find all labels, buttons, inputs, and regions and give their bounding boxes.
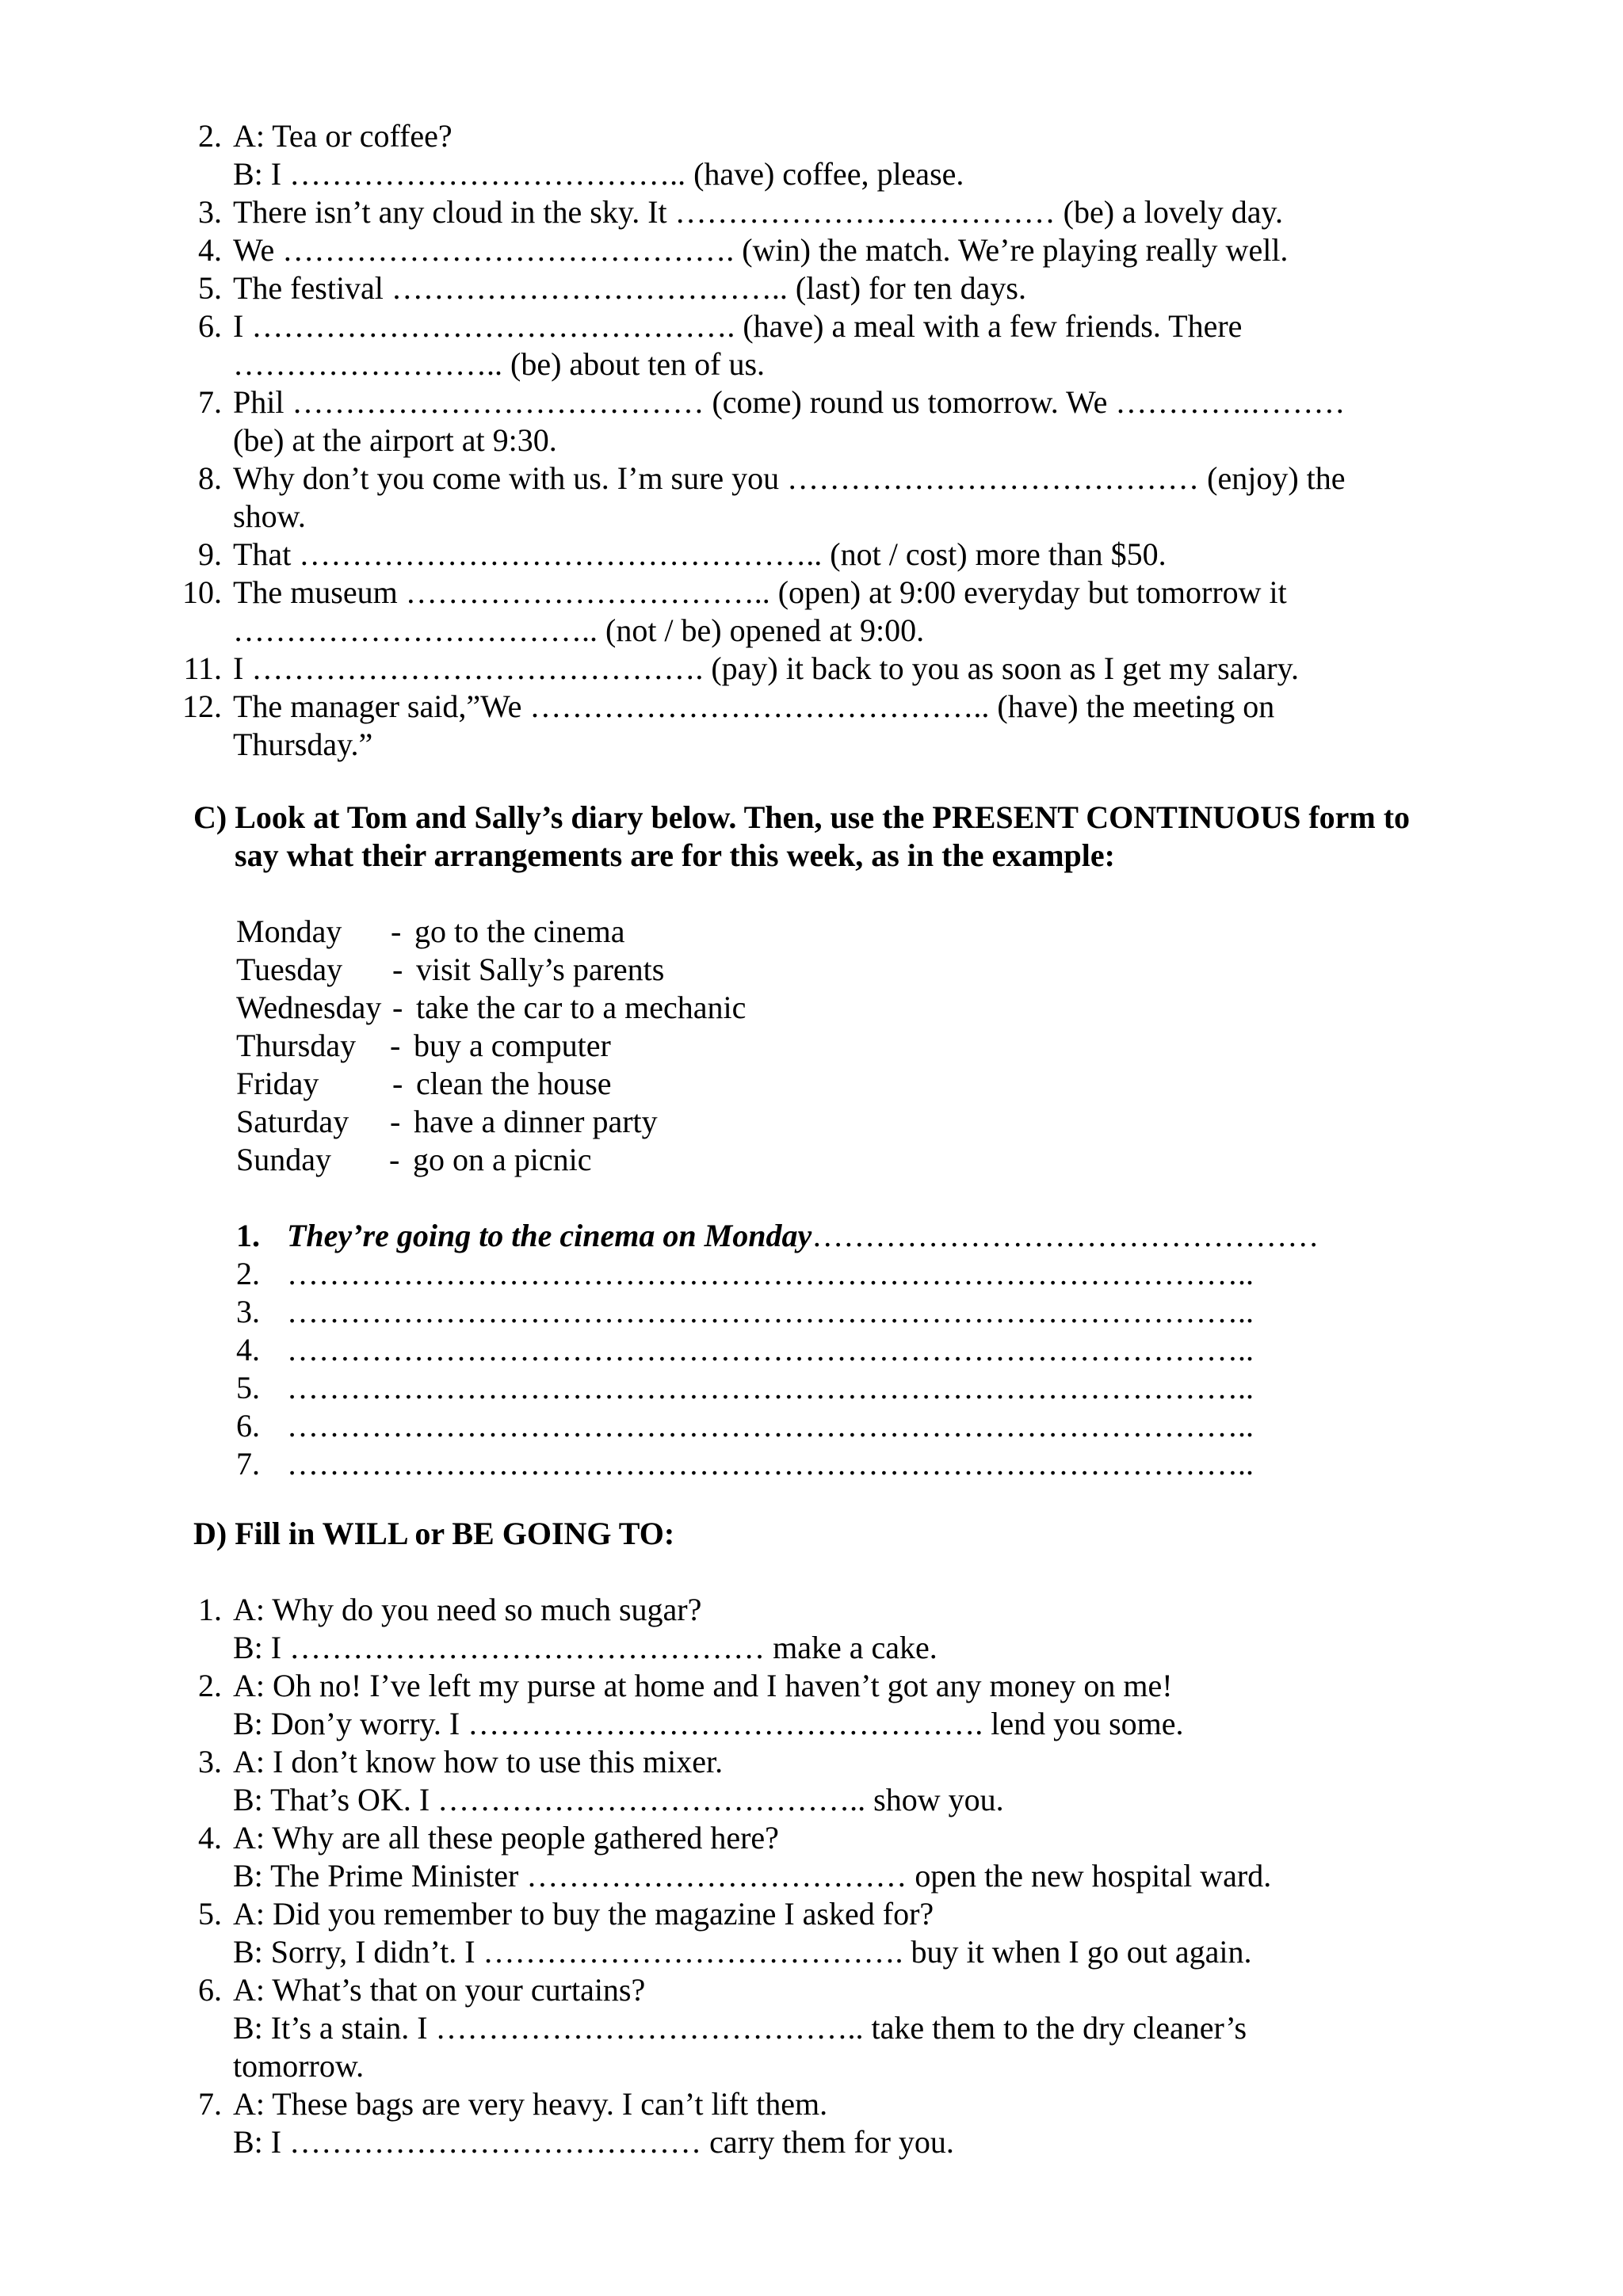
item-number: 3. [198,194,222,230]
item-number: 2. [236,1256,260,1291]
item-line: B: Don’y worry. I …………………………………………. lend you some. [233,1706,1184,1741]
exercise-d-item-7 [198,2085,1493,2161]
item-number: 5. [198,270,222,306]
item-number: 10. [182,574,222,610]
item-line: B: Sorry, I didn’t. I …………………………………. buy it when I go out again. [233,1934,1252,1970]
section-c-heading-line: C) Look at Tom and Sally’s diary below. Then, use the PRESENT CONTINUOUS form to [193,799,1411,835]
item-line: (be) at the airport at 9:30. [233,422,557,458]
exercise-d-item-6 [198,1971,1493,2085]
exercise-d-item-3 [198,1743,1493,1819]
item-number: 11. [183,650,222,686]
item-line: B: I ………………………………… carry them for you. [233,2124,954,2160]
diary-dash: - [392,952,403,987]
exercise-b-item-9 [198,536,1493,574]
section-c-heading-line: say what their arrangements are for this week, as in the example: [235,837,1115,873]
item-number: 5. [236,1370,260,1405]
example-answer [236,1217,1319,1255]
diary-activity: buy a computer [414,1028,611,1063]
example-answer-text: They’re going to the cinema on Monday [287,1218,812,1253]
item-line: B: It’s a stain. I ………………………………….. take them to the dry cleaner’s [233,2010,1247,2046]
diary-day: Wednesday [236,990,382,1025]
exercise-d-item-5 [198,1895,1493,1971]
answer-line [236,1255,1254,1293]
item-number: 7. [198,384,222,420]
item-number: 4. [198,1820,222,1855]
section-d-heading-line: D) Fill in WILL or BE GOING TO: [193,1516,675,1551]
diary-day: Saturday [236,1104,349,1139]
exercise-b-item-10 [182,574,1493,650]
diary-day: Tuesday [236,952,343,987]
item-number: 1. [236,1218,260,1253]
diary-day: Sunday [236,1142,331,1177]
item-number: 4. [236,1332,260,1367]
item-line: A: Why do you need so much sugar? [233,1592,702,1627]
item-line: A: Tea or coffee? [233,118,453,154]
section-c-heading [193,799,1493,875]
diary-activity: clean the house [416,1066,612,1101]
item-number: 5. [198,1896,222,1932]
exercise-b-item-12 [182,688,1493,764]
exercise-d-item-4 [198,1819,1493,1895]
item-number: 2. [198,118,222,154]
item-line: B: The Prime Minister ……………………………… open the new hospital ward. [233,1858,1272,1894]
diary-day: Monday [236,913,342,949]
item-line: We ……………………………………. (win) the match. We’re playing really well. [233,232,1289,268]
item-number: 2. [198,1668,222,1703]
diary-dash: - [390,1104,401,1139]
item-line: Why don’t you come with us. I’m sure you ………………………………… (enjoy) the [233,460,1346,496]
answer-blank: ……………………………………………………………………………….. [287,1294,1254,1329]
item-number: 7. [236,1446,260,1482]
item-line: There isn’t any cloud in the sky. It ……………………………… (be) a lovely day. [233,194,1283,230]
item-line: I ……………………………………. (pay) it back to you as soon as I get my salary. [233,650,1299,686]
item-line: A: These bags are very heavy. I can’t lift them. [233,2086,828,2122]
answer-blank: ………………………………………… [812,1218,1319,1253]
item-line: A: Oh no! I’ve left my purse at home and I haven’t got any money on me! [233,1668,1173,1703]
answer-line [236,1369,1254,1407]
item-line: …………………………….. (not / be) opened at 9:00. [233,612,925,648]
item-line: A: What’s that on your curtains? [233,1972,646,2008]
diary-activity: take the car to a mechanic [416,990,747,1025]
exercise-b-item-11 [183,650,1493,688]
item-number: 3. [236,1294,260,1329]
item-line: Phil ………………………………… (come) round us tomorrow. We ………….……… [233,384,1346,420]
diary-dash: - [390,1028,401,1063]
item-line: The museum …………………………….. (open) at 9:00 everyday but tomorrow it [233,574,1287,610]
exercise-b-item-5 [198,269,1493,307]
item-line: The festival ……………………………….. (last) for ten days. [233,270,1026,306]
item-line: That ………………………………………….. (not / cost) more than $50. [233,536,1167,572]
answer-line [236,1445,1254,1483]
exercise-d-item-1 [198,1591,1493,1667]
diary-dash: - [391,913,402,949]
item-number: 1. [198,1592,222,1627]
exercise-b-item-2 [198,117,1493,193]
item-line: A: Why are all these people gathered here? [233,1820,779,1855]
answer-blank: ……………………………………………………………………………….. [287,1408,1254,1444]
item-line: show. [233,498,306,534]
item-line: The manager said,”We …………………………………….. (have) the meeting on [233,688,1275,724]
diary-activity: have a dinner party [414,1104,658,1139]
item-number: 6. [198,1972,222,2008]
item-line: tomorrow. [233,2048,365,2084]
item-line: Thursday.” [233,727,373,762]
item-number: 12. [182,688,222,724]
item-number: 6. [236,1408,260,1444]
item-line: B: That’s OK. I ………………………………….. show you. [233,1782,1004,1817]
item-number: 7. [198,2086,222,2122]
answer-line [236,1293,1254,1331]
diary-day: Thursday [236,1028,357,1063]
exercise-d-item-2 [198,1667,1493,1743]
exercise-b-item-7 [198,383,1493,460]
answer-line [236,1331,1254,1369]
diary-activity: go to the cinema [414,913,625,949]
item-line: B: I ……………………………………… make a cake. [233,1630,938,1665]
item-number: 9. [198,536,222,572]
item-line: A: Did you remember to buy the magazine I asked for? [233,1896,934,1932]
item-number: 8. [198,460,222,496]
diary-dash: - [392,990,403,1025]
answer-blank: ……………………………………………………………………………….. [287,1446,1254,1482]
diary-dash: - [392,1066,403,1101]
item-line: …………………….. (be) about ten of us. [233,346,766,382]
item-line: B: I ……………………………….. (have) coffee, please. [233,156,964,192]
diary-day: Friday [236,1066,319,1101]
section-d-heading [193,1515,1493,1553]
exercise-b-item-3 [198,193,1493,231]
answer-blank: ……………………………………………………………………………….. [287,1332,1254,1367]
diary-activity: visit Sally’s parents [416,952,665,987]
exercise-b-item-6 [198,307,1493,383]
answer-blank: ……………………………………………………………………………….. [287,1256,1254,1291]
item-number: 4. [198,232,222,268]
item-number: 3. [198,1744,222,1779]
diary-activity: go on a picnic [413,1142,592,1177]
item-number: 6. [198,308,222,344]
exercise-b-item-4 [198,231,1493,269]
diary-dash: - [389,1142,400,1177]
answer-blank: ……………………………………………………………………………….. [287,1370,1254,1405]
answer-line [236,1407,1254,1445]
exercise-b-item-8 [198,460,1493,536]
item-line: A: I don’t know how to use this mixer. [233,1744,724,1779]
item-line: I ………………………………………. (have) a meal with a few friends. There [233,308,1243,344]
